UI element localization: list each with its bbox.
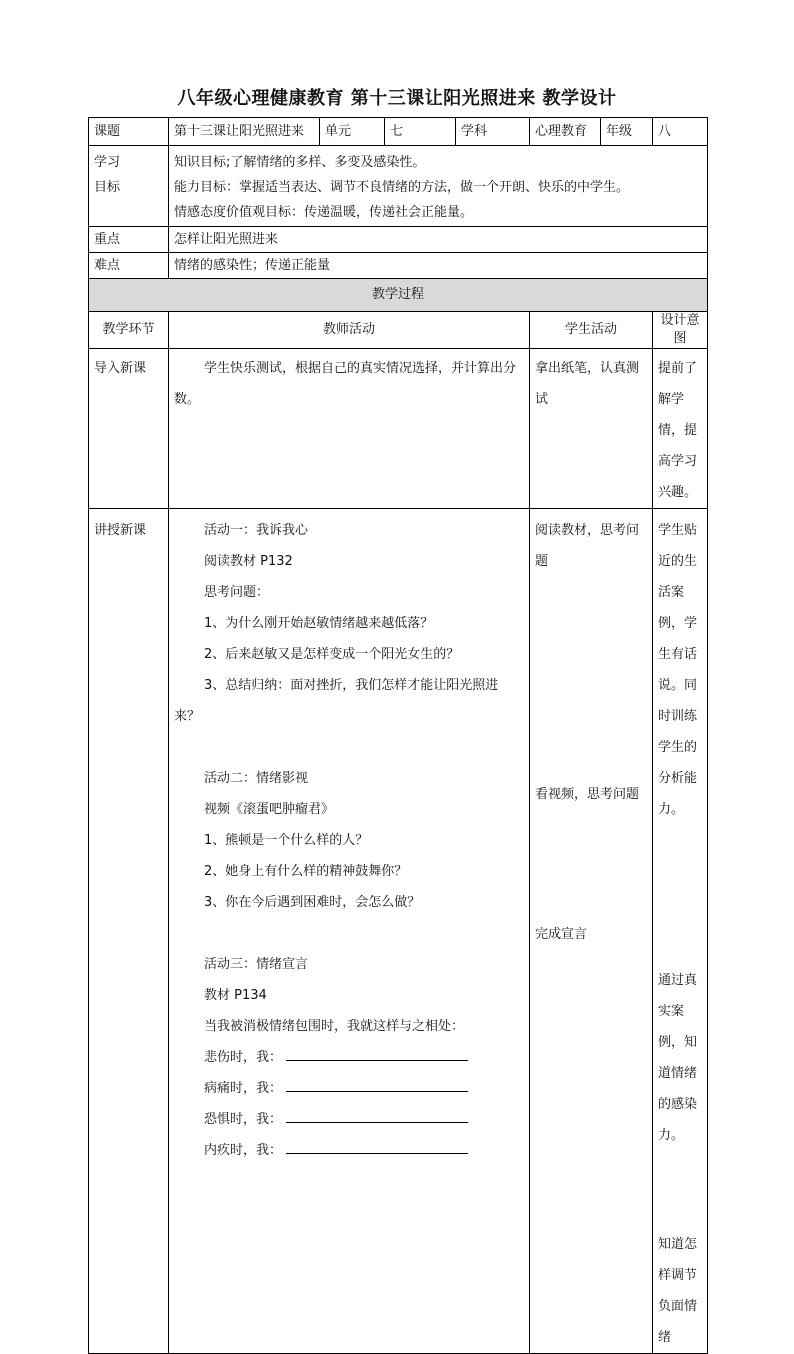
blank-underline	[286, 1077, 468, 1092]
column-stage: 教学环节	[89, 312, 169, 349]
intro-row	[89, 349, 708, 509]
blank-underline	[286, 1108, 468, 1123]
difficulty-label: 难点	[89, 253, 169, 279]
activity-1-line: 思考问题：	[204, 585, 270, 600]
activity-3-line: 当我被消极情绪包围时，我就这样与之相处：	[204, 1019, 465, 1034]
activity-2-line: 1、熊顿是一个什么样的人？	[204, 833, 369, 848]
activity-1-line: 1、为什么刚开始赵敏情绪越来越低落？	[204, 616, 434, 631]
blank-underline	[286, 1046, 468, 1061]
lesson-plan-table	[88, 117, 708, 1354]
fill-in-line: 恐惧时，我：	[174, 1104, 524, 1135]
activity-1-summary: 3、总结归纳：面对挫折，我们怎样才能让阳光照进来？	[174, 678, 499, 724]
key-point-label: 重点	[89, 227, 169, 253]
fill-in-line: 病痛时，我：	[174, 1073, 524, 1104]
activity-1-line: 活动一：我诉我心	[204, 523, 309, 538]
intro-intent: 提前了解学情，提高学习兴趣。	[653, 349, 708, 509]
fill-in-line: 内疚时，我：	[174, 1135, 524, 1166]
objective-ability: 能力目标：掌握适当表达、调节不良情绪的方法，做一个开朗、快乐的中学生。	[174, 180, 630, 195]
unit-value: 七	[385, 118, 456, 146]
objectives-row	[89, 146, 708, 227]
activity-3-intent: 知道怎样调节负面情绪	[658, 1237, 698, 1345]
main-row	[89, 509, 708, 1354]
activity-3-student: 完成宣言	[535, 927, 588, 942]
topic-label: 课题	[89, 118, 169, 146]
activity-2-intent: 通过真实案例，知道情绪的感染力。	[658, 973, 698, 1143]
intro-stage: 导入新课	[89, 349, 169, 509]
activity-1-line: 阅读教材 P132	[204, 554, 293, 569]
activity-1-line: 2、后来赵敏又是怎样变成一个阳光女生的？	[204, 647, 460, 662]
objective-attitude: 情感态度价值观目标：传递温暖，传递社会正能量。	[174, 205, 474, 220]
column-student: 学生活动	[530, 312, 653, 349]
activity-3-line: 教材 P134	[204, 988, 267, 1003]
key-point-value: 怎样让阳光照进来	[169, 227, 708, 253]
subject-label: 学科	[456, 118, 530, 146]
activity-1-student: 阅读教材，思考问题	[535, 523, 640, 569]
main-stage: 讲授新课	[89, 509, 169, 1354]
intro-student: 拿出纸笔，认真测试	[530, 349, 653, 509]
column-intent: 设计意图	[653, 312, 708, 349]
fill-in-line: 悲伤时，我：	[174, 1042, 524, 1073]
activity-1	[174, 515, 524, 732]
unit-label: 单元	[320, 118, 385, 146]
column-teacher: 教师活动	[169, 312, 530, 349]
main-intent	[653, 509, 708, 1354]
info-row	[89, 118, 708, 146]
grade-value: 八	[653, 118, 708, 146]
objectives-content	[169, 146, 708, 227]
activity-2-line: 3、你在今后遇到困难时，会怎么做？	[204, 895, 421, 910]
intro-teacher: 学生快乐测试，根据自己的真实情况选择，并计算出分数。	[169, 349, 530, 509]
difficulty-row	[89, 253, 708, 279]
main-teacher	[169, 509, 530, 1354]
difficulty-value: 情绪的感染性；传递正能量	[169, 253, 708, 279]
activity-3-line: 活动三：情绪宣言	[204, 957, 309, 972]
main-student	[530, 509, 653, 1354]
process-header: 教学过程	[89, 279, 708, 312]
process-header-row	[89, 279, 708, 312]
grade-label: 年级	[601, 118, 653, 146]
document-title: 八年级心理健康教育 第十三课让阳光照进来 教学设计	[177, 88, 617, 109]
key-point-row	[89, 227, 708, 253]
subject-value: 心理教育	[530, 118, 601, 146]
lesson-plan-table-wrapper	[88, 117, 707, 1354]
activity-1-intent: 学生贴近的生活案例，学生有话说。同时训练学生的分析能力。	[658, 523, 698, 817]
topic-value: 第十三课让阳光照进来	[169, 118, 320, 146]
blank-underline	[286, 1139, 468, 1154]
activity-2-student: 看视频，思考问题	[535, 787, 640, 802]
objective-knowledge: 知识目标;了解情绪的多样、多变及感染性。	[174, 155, 426, 170]
activity-2-line: 活动二：情绪影视	[204, 771, 309, 786]
activity-2	[174, 763, 524, 918]
activity-2-line: 视频《滚蛋吧肿瘤君》	[204, 802, 335, 817]
process-columns-row	[89, 312, 708, 349]
activity-2-line: 2、她身上有什么样的精神鼓舞你？	[204, 864, 408, 879]
objectives-label: 学习目标	[89, 146, 169, 227]
activity-3	[174, 949, 524, 1166]
